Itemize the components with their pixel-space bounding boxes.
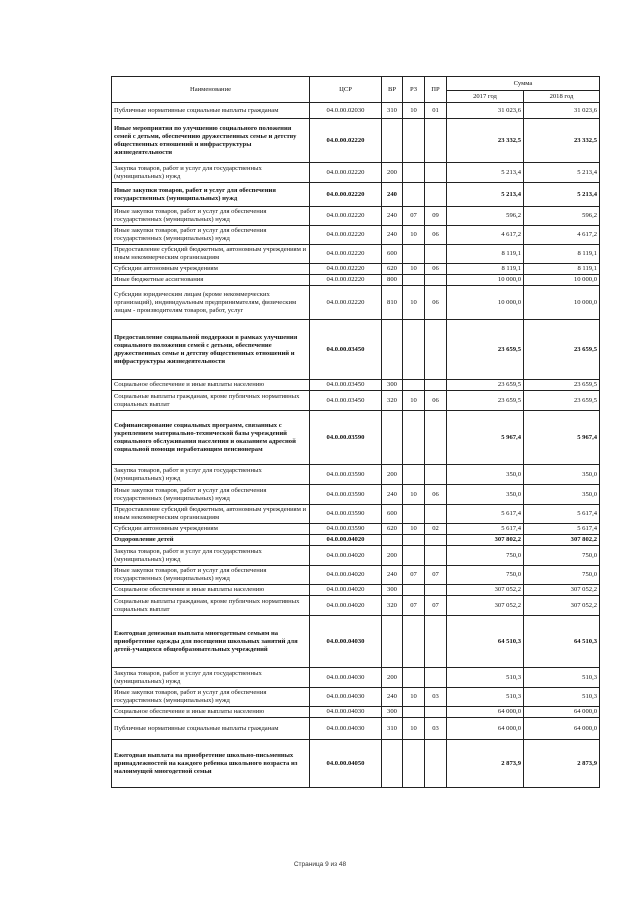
table-row	[112, 411, 600, 465]
table-cell-rz	[403, 320, 425, 380]
table-cell-vr: 200	[382, 546, 403, 566]
table-cell-csr: 04.0.00.03590	[310, 524, 382, 535]
table-cell-2018: 750,0	[524, 566, 600, 585]
table-cell-2017: 350,0	[447, 485, 524, 505]
table-row	[112, 524, 600, 535]
table-cell-vr	[382, 119, 403, 163]
table-cell-csr: 04.0.00.02220	[310, 119, 382, 163]
table-cell-2017: 307 052,2	[447, 596, 524, 616]
table-cell-vr: 200	[382, 668, 403, 688]
table-cell-csr: 04.0.00.04050	[310, 740, 382, 788]
table-cell-csr: 04.0.00.04020	[310, 596, 382, 616]
table-cell-2017: 23 659,5	[447, 380, 524, 391]
table-cell-pr: 07	[425, 566, 447, 585]
table-row	[112, 320, 600, 380]
table-cell-2018: 64 000,0	[524, 707, 600, 718]
table-row	[112, 668, 600, 688]
table-row	[112, 485, 600, 505]
table-row	[112, 505, 600, 524]
table-cell-csr: 04.0.00.03590	[310, 485, 382, 505]
table-cell-pr: 03	[425, 688, 447, 707]
table-cell-2017: 510,3	[447, 688, 524, 707]
table-cell-vr: 310	[382, 103, 403, 119]
table-cell-rz	[403, 505, 425, 524]
table-cell-name: Закупка товаров, работ и услуг для государственных (муниципальных) нужд	[112, 465, 310, 485]
header-year-2017: 2017 год	[447, 91, 524, 103]
table-cell-csr: 04.0.00.02030	[310, 103, 382, 119]
table-cell-vr	[382, 535, 403, 546]
table-cell-pr	[425, 465, 447, 485]
table-cell-csr: 04.0.00.02220	[310, 226, 382, 245]
table-cell-2017: 750,0	[447, 566, 524, 585]
table-cell-rz: 07	[403, 596, 425, 616]
table-cell-pr	[425, 411, 447, 465]
table-cell-2018: 2 873,9	[524, 740, 600, 788]
table-row	[112, 566, 600, 585]
table-cell-name: Оздоровление детей	[112, 535, 310, 546]
table-row	[112, 286, 600, 320]
table-cell-vr	[382, 320, 403, 380]
page-number: Страница 9 из 48	[293, 861, 347, 868]
table-cell-2017: 5 617,4	[447, 524, 524, 535]
table-cell-2018: 750,0	[524, 546, 600, 566]
table-cell-vr: 620	[382, 264, 403, 275]
table-row	[112, 535, 600, 546]
table-row	[112, 585, 600, 596]
table-cell-vr: 600	[382, 505, 403, 524]
table-cell-rz: 10	[403, 103, 425, 119]
table-cell-rz	[403, 163, 425, 183]
table-cell-2017: 23 332,5	[447, 119, 524, 163]
table-cell-pr	[425, 245, 447, 264]
table-cell-2018: 596,2	[524, 207, 600, 226]
table-cell-2017: 350,0	[447, 465, 524, 485]
table-cell-rz	[403, 546, 425, 566]
table-cell-2018: 23 659,5	[524, 320, 600, 380]
table-cell-name: Закупка товаров, работ и услуг для государственных (муниципальных) нужд	[112, 163, 310, 183]
table-cell-csr: 04.0.00.02220	[310, 286, 382, 320]
table-cell-csr: 04.0.00.02220	[310, 275, 382, 286]
table-cell-pr	[425, 183, 447, 207]
table-cell-name: Субсидии автономным учреждениям	[112, 524, 310, 535]
table-cell-2018: 8 119,1	[524, 245, 600, 264]
table-cell-2017: 596,2	[447, 207, 524, 226]
table-cell-pr	[425, 163, 447, 183]
table-cell-2018: 307 802,2	[524, 535, 600, 546]
table-cell-name: Иные закупки товаров, работ и услуг для обеспечения государственных (муниципальных) нужд	[112, 207, 310, 226]
table-cell-pr	[425, 119, 447, 163]
table-cell-pr	[425, 275, 447, 286]
table-cell-name: Предоставление субсидий бюджетным, автономным учреждениям и иным некоммерческим организациям	[112, 505, 310, 524]
table-cell-2017: 64 510,3	[447, 616, 524, 668]
table-row	[112, 380, 600, 391]
table-row	[112, 546, 600, 566]
table-cell-csr: 04.0.00.04020	[310, 566, 382, 585]
table-cell-rz	[403, 465, 425, 485]
table-cell-rz: 10	[403, 485, 425, 505]
table-cell-2018: 64 000,0	[524, 718, 600, 740]
table-cell-pr: 01	[425, 103, 447, 119]
table-cell-2018: 5 967,4	[524, 411, 600, 465]
table-cell-2018: 350,0	[524, 465, 600, 485]
table-cell-2018: 10 000,0	[524, 275, 600, 286]
table-cell-name: Субсидии автономным учреждениям	[112, 264, 310, 275]
table-cell-pr: 09	[425, 207, 447, 226]
table-cell-name: Иные бюджетные ассигнования	[112, 275, 310, 286]
header-csr: ЦСР	[310, 77, 382, 103]
table-cell-vr: 240	[382, 688, 403, 707]
table-cell-pr	[425, 380, 447, 391]
table-cell-vr: 240	[382, 485, 403, 505]
table-cell-csr: 04.0.00.03590	[310, 465, 382, 485]
table-row	[112, 275, 600, 286]
table-cell-2018: 307 052,2	[524, 585, 600, 596]
table-cell-vr: 200	[382, 163, 403, 183]
table-cell-csr: 04.0.00.04020	[310, 535, 382, 546]
table-cell-pr	[425, 707, 447, 718]
table-cell-vr: 320	[382, 596, 403, 616]
table-cell-rz: 10	[403, 688, 425, 707]
table-cell-vr: 240	[382, 183, 403, 207]
table-cell-pr: 06	[425, 264, 447, 275]
table-row	[112, 226, 600, 245]
table-cell-pr: 02	[425, 524, 447, 535]
table-cell-vr: 300	[382, 380, 403, 391]
table-cell-rz	[403, 668, 425, 688]
table-cell-vr: 320	[382, 391, 403, 411]
table-cell-rz: 07	[403, 566, 425, 585]
table-cell-rz: 10	[403, 524, 425, 535]
table-cell-pr	[425, 320, 447, 380]
table-cell-csr: 04.0.00.02220	[310, 183, 382, 207]
table-row	[112, 245, 600, 264]
table-body	[112, 103, 600, 788]
header-pr: ПР	[425, 77, 447, 103]
table-cell-rz	[403, 119, 425, 163]
table-cell-2017: 8 119,1	[447, 264, 524, 275]
table-cell-2017: 64 000,0	[447, 718, 524, 740]
table-cell-csr: 04.0.00.04030	[310, 616, 382, 668]
table-cell-pr	[425, 585, 447, 596]
table-cell-rz: 10	[403, 226, 425, 245]
table-cell-2018: 5 213,4	[524, 183, 600, 207]
table-cell-pr	[425, 505, 447, 524]
table-row	[112, 465, 600, 485]
table-cell-rz	[403, 740, 425, 788]
table-cell-rz: 10	[403, 264, 425, 275]
table-row	[112, 183, 600, 207]
table-cell-pr	[425, 740, 447, 788]
table-cell-pr: 06	[425, 485, 447, 505]
table-cell-rz	[403, 380, 425, 391]
table-cell-csr: 04.0.00.04020	[310, 546, 382, 566]
table-cell-csr: 04.0.00.03450	[310, 320, 382, 380]
table-cell-2018: 31 023,6	[524, 103, 600, 119]
table-cell-2017: 23 659,5	[447, 391, 524, 411]
table-row	[112, 616, 600, 668]
table-cell-2018: 8 119,1	[524, 264, 600, 275]
table-cell-csr: 04.0.00.02220	[310, 207, 382, 226]
table-cell-csr: 04.0.00.04030	[310, 668, 382, 688]
table-cell-name: Социальное обеспечение и иные выплаты населению	[112, 380, 310, 391]
table-cell-csr: 04.0.00.02220	[310, 245, 382, 264]
table-cell-vr: 620	[382, 524, 403, 535]
table-cell-name: Закупка товаров, работ и услуг для государственных (муниципальных) нужд	[112, 546, 310, 566]
table-cell-csr: 04.0.00.04030	[310, 707, 382, 718]
table-cell-pr: 07	[425, 596, 447, 616]
table-row	[112, 688, 600, 707]
table-row	[112, 103, 600, 119]
table-cell-name: Социальные выплаты гражданам, кроме публичных нормативных социальных выплат	[112, 391, 310, 411]
table-row	[112, 163, 600, 183]
table-cell-name: Иные закупки товаров, работ и услуг для обеспечения государственных (муниципальных) нужд	[112, 688, 310, 707]
header-name: Наименование	[112, 77, 310, 103]
table-cell-2018: 350,0	[524, 485, 600, 505]
table-cell-csr: 04.0.00.04030	[310, 688, 382, 707]
table-cell-pr: 06	[425, 391, 447, 411]
table-cell-rz	[403, 183, 425, 207]
table-cell-name: Иные закупки товаров, работ и услуг для обеспечения государственных (муниципальных) нужд	[112, 485, 310, 505]
table-cell-rz	[403, 275, 425, 286]
table-cell-vr: 300	[382, 585, 403, 596]
table-cell-name: Ежегодная выплата на приобретение школьно-письменных принадлежностей на каждого ребенка школьного возраста из малоимущей многодетной семьи	[112, 740, 310, 788]
table-cell-2018: 5 617,4	[524, 524, 600, 535]
table-cell-name: Закупка товаров, работ и услуг для государственных (муниципальных) нужд	[112, 668, 310, 688]
table-cell-2018: 64 510,3	[524, 616, 600, 668]
table-cell-rz: 10	[403, 718, 425, 740]
table-cell-name: Иные закупки товаров, работ и услуг для обеспечения государственных (муниципальных) нужд	[112, 183, 310, 207]
header-vr: ВР	[382, 77, 403, 103]
table-cell-vr: 240	[382, 566, 403, 585]
table-row	[112, 264, 600, 275]
table-cell-rz: 10	[403, 286, 425, 320]
table-header	[112, 77, 600, 103]
table-row	[112, 391, 600, 411]
table-cell-rz	[403, 535, 425, 546]
table-cell-vr: 240	[382, 226, 403, 245]
table-cell-2018: 23 659,5	[524, 391, 600, 411]
table-cell-2017: 10 000,0	[447, 275, 524, 286]
table-cell-2018: 23 332,5	[524, 119, 600, 163]
table-cell-vr	[382, 740, 403, 788]
table-cell-rz	[403, 411, 425, 465]
table-cell-2017: 307 052,2	[447, 585, 524, 596]
table-cell-rz	[403, 707, 425, 718]
table-cell-2017: 5 213,4	[447, 163, 524, 183]
table-cell-csr: 04.0.00.02220	[310, 163, 382, 183]
table-cell-2017: 4 617,2	[447, 226, 524, 245]
table-cell-rz	[403, 245, 425, 264]
table-cell-2017: 510,3	[447, 668, 524, 688]
table-cell-rz: 10	[403, 391, 425, 411]
table-row	[112, 718, 600, 740]
table-cell-name: Ежегодная денежная выплата многодетным семьям на приобретение одежды для посещения школьных занятий для детей-учащихся общеобразовательных учреждений	[112, 616, 310, 668]
table-cell-2017: 2 873,9	[447, 740, 524, 788]
table-cell-rz	[403, 585, 425, 596]
table-row	[112, 707, 600, 718]
table-cell-2017: 23 659,5	[447, 320, 524, 380]
header-rz: РЗ	[403, 77, 425, 103]
table-row	[112, 119, 600, 163]
table-cell-csr: 04.0.00.04020	[310, 585, 382, 596]
table-cell-name: Субсидии юридическим лицам (кроме некоммерческих организаций), индивидуальным предпринимателям, физическим лицам - производителям товаров, работ, услуг	[112, 286, 310, 320]
table-cell-name: Социальное обеспечение и иные выплаты населению	[112, 585, 310, 596]
table-cell-pr	[425, 616, 447, 668]
table-cell-csr: 04.0.00.02220	[310, 264, 382, 275]
budget-table	[111, 76, 600, 788]
table-cell-vr: 310	[382, 718, 403, 740]
table-cell-pr: 03	[425, 718, 447, 740]
table-cell-vr	[382, 411, 403, 465]
table-cell-name: Иные закупки товаров, работ и услуг для обеспечения государственных (муниципальных) нужд	[112, 566, 310, 585]
table-cell-rz: 07	[403, 207, 425, 226]
table-row	[112, 207, 600, 226]
table-cell-vr: 600	[382, 245, 403, 264]
header-year-2018: 2018 год	[524, 91, 600, 103]
table-cell-pr: 06	[425, 286, 447, 320]
table-cell-name: Публичные нормативные социальные выплаты гражданам	[112, 103, 310, 119]
table-cell-pr: 06	[425, 226, 447, 245]
table-cell-2017: 5 967,4	[447, 411, 524, 465]
table-cell-2018: 10 000,0	[524, 286, 600, 320]
table-cell-csr: 04.0.00.03450	[310, 380, 382, 391]
table-cell-name: Предоставление субсидий бюджетным, автономным учреждениям и иным некоммерческим организациям	[112, 245, 310, 264]
table-cell-csr: 04.0.00.03590	[310, 411, 382, 465]
table-cell-2018: 4 617,2	[524, 226, 600, 245]
table-cell-pr	[425, 535, 447, 546]
table-cell-2018: 307 052,2	[524, 596, 600, 616]
table-cell-vr: 200	[382, 465, 403, 485]
table-cell-2017: 8 119,1	[447, 245, 524, 264]
header-sum: Сумма	[447, 77, 600, 91]
table-cell-2017: 5 617,4	[447, 505, 524, 524]
table-cell-vr: 810	[382, 286, 403, 320]
table-cell-vr: 300	[382, 707, 403, 718]
table-cell-name: Социальное обеспечение и иные выплаты населению	[112, 707, 310, 718]
table-cell-name: Публичные нормативные социальные выплаты гражданам	[112, 718, 310, 740]
table-row	[112, 740, 600, 788]
table-cell-2017: 5 213,4	[447, 183, 524, 207]
table-cell-2017: 64 000,0	[447, 707, 524, 718]
table-cell-2018: 510,3	[524, 688, 600, 707]
table-cell-vr	[382, 616, 403, 668]
table-cell-csr: 04.0.00.03450	[310, 391, 382, 411]
table-cell-name: Иные мероприятия по улучшению социального положения семей с детьми, обеспечению дружественных семье и детству общественных отношений и инфраструктуры жизнедеятельности	[112, 119, 310, 163]
table-cell-rz	[403, 616, 425, 668]
table-cell-csr: 04.0.00.04030	[310, 718, 382, 740]
table-cell-pr	[425, 546, 447, 566]
table-row	[112, 596, 600, 616]
table-cell-name: Софинансирование социальных программ, связанных с укреплением материально-технической базы учреждений социального обслуживания населения и оказанием адресной социальной помощи неработающим пенсионерам	[112, 411, 310, 465]
table-cell-2017: 10 000,0	[447, 286, 524, 320]
table-cell-pr	[425, 668, 447, 688]
table-cell-vr: 800	[382, 275, 403, 286]
table-cell-2017: 31 023,6	[447, 103, 524, 119]
table-cell-2017: 307 802,2	[447, 535, 524, 546]
table-cell-name: Социальные выплаты гражданам, кроме публичных нормативных социальных выплат	[112, 596, 310, 616]
table-cell-name: Иные закупки товаров, работ и услуг для обеспечения государственных (муниципальных) нужд	[112, 226, 310, 245]
table-cell-csr: 04.0.00.03590	[310, 505, 382, 524]
table-cell-2018: 510,3	[524, 668, 600, 688]
table-cell-2018: 23 659,5	[524, 380, 600, 391]
table-cell-name: Предоставление социальной поддержки в рамках улучшения социального положения семей с детьми, обеспечение дружественных семье и детству общественных отношений и инфраструктуры жизнедеятельности	[112, 320, 310, 380]
table-cell-2018: 5 213,4	[524, 163, 600, 183]
table-cell-2017: 750,0	[447, 546, 524, 566]
table-cell-vr: 240	[382, 207, 403, 226]
table-cell-2018: 5 617,4	[524, 505, 600, 524]
